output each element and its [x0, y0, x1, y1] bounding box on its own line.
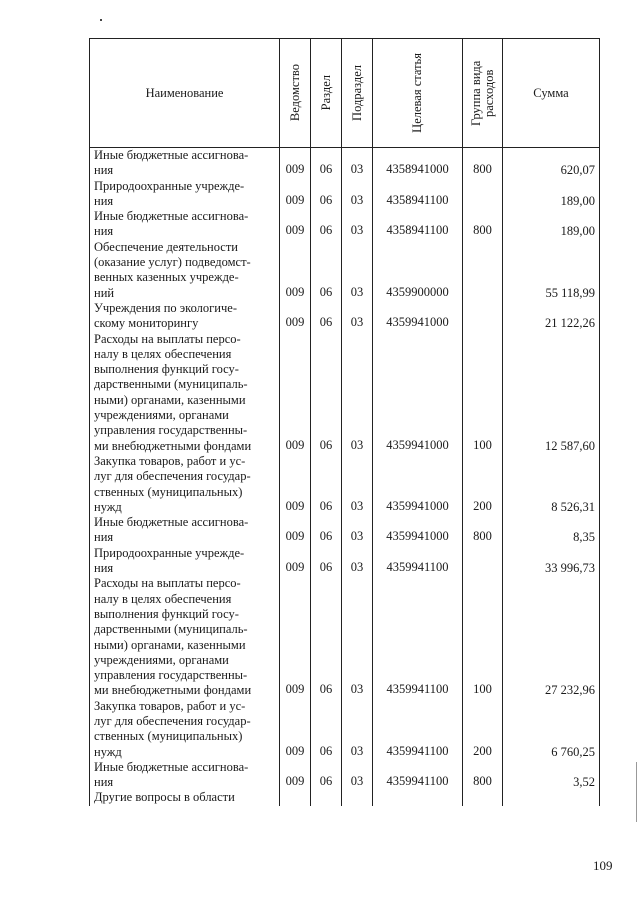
- cell-name: Природоохранные учрежде- ния: [90, 546, 280, 577]
- cell-group: 200: [463, 699, 503, 760]
- cell-dept: 009: [280, 332, 311, 454]
- table-row: [90, 454, 600, 515]
- cell-sum: 189,00: [503, 209, 600, 240]
- cell-target: 4358941100: [373, 209, 463, 240]
- cell-target: 4359941100: [373, 699, 463, 760]
- cell-subsection: 03: [342, 576, 373, 698]
- header-sum: Сумма: [503, 39, 600, 148]
- cell-dept: 009: [280, 760, 311, 791]
- cell-target: 4359941000: [373, 515, 463, 546]
- page-number: 109: [593, 858, 613, 873]
- cell-section: [311, 790, 342, 805]
- cell-subsection: 03: [342, 332, 373, 454]
- cell-sum: 33 996,73: [503, 546, 600, 577]
- header-subsection: Подраздел: [342, 39, 373, 148]
- table-row: [90, 546, 600, 577]
- cell-name: Расходы на выплаты персо- налу в целях обеспечения выполнения функций госу- дарственными (муниципаль- ными) органами, казенными учреждениями, органами управления государственны- ми внебюджетными фондами: [90, 576, 280, 698]
- cell-group: [463, 240, 503, 301]
- cell-section: 06: [311, 515, 342, 546]
- header-section: Раздел: [311, 39, 342, 148]
- cell-name: Иные бюджетные ассигнова- ния: [90, 148, 280, 179]
- table-row: [90, 515, 600, 546]
- cell-group: [463, 790, 503, 805]
- cell-dept: 009: [280, 209, 311, 240]
- cell-sum: 55 118,99: [503, 240, 600, 301]
- cell-dept: 009: [280, 240, 311, 301]
- cell-name: Иные бюджетные ассигнова- ния: [90, 209, 280, 240]
- cell-group: 800: [463, 515, 503, 546]
- cell-sum: [503, 790, 600, 805]
- cell-group: [463, 546, 503, 577]
- cell-name: Учреждения по экологиче- скому мониторингу: [90, 301, 280, 332]
- cell-sum: 3,52: [503, 760, 600, 791]
- cell-section: 06: [311, 760, 342, 791]
- table-header-row: [90, 39, 600, 148]
- cell-dept: 009: [280, 699, 311, 760]
- cell-target: 4359941100: [373, 546, 463, 577]
- cell-section: 06: [311, 546, 342, 577]
- cell-target: 4358941100: [373, 179, 463, 210]
- budget-table: [89, 38, 600, 806]
- cell-subsection: [342, 790, 373, 805]
- cell-section: 06: [311, 699, 342, 760]
- cell-group: 800: [463, 148, 503, 179]
- cell-dept: 009: [280, 454, 311, 515]
- cell-name: Расходы на выплаты персо- налу в целях обеспечения выполнения функций госу- дарственными (муниципаль- ными) органами, казенными учреждениями, органами управления государственны- ми внебюджетными фондами: [90, 332, 280, 454]
- cell-subsection: 03: [342, 148, 373, 179]
- cell-sum: 620,07: [503, 148, 600, 179]
- scan-mark: [636, 762, 637, 822]
- table-row: [90, 148, 600, 179]
- cell-section: 06: [311, 332, 342, 454]
- table-row: [90, 332, 600, 454]
- cell-sum: 8,35: [503, 515, 600, 546]
- cell-dept: 009: [280, 148, 311, 179]
- cell-name: Иные бюджетные ассигнова- ния: [90, 760, 280, 791]
- cell-name: Иные бюджетные ассигнова- ния: [90, 515, 280, 546]
- cell-section: 06: [311, 148, 342, 179]
- cell-target: 4359941000: [373, 332, 463, 454]
- table-row: [90, 209, 600, 240]
- cell-subsection: 03: [342, 209, 373, 240]
- cell-section: 06: [311, 301, 342, 332]
- table-row: [90, 179, 600, 210]
- cell-subsection: 03: [342, 454, 373, 515]
- cell-dept: 009: [280, 546, 311, 577]
- cell-target: 4359900000: [373, 240, 463, 301]
- cell-name: Природоохранные учрежде- ния: [90, 179, 280, 210]
- table-row: [90, 240, 600, 301]
- cell-name: Обеспечение деятельности (оказание услуг) подведомст- венных казенных учрежде- ний: [90, 240, 280, 301]
- cell-group: [463, 179, 503, 210]
- cell-sum: 6 760,25: [503, 699, 600, 760]
- cell-sum: 27 232,96: [503, 576, 600, 698]
- cell-target: 4358941000: [373, 148, 463, 179]
- cell-dept: 009: [280, 515, 311, 546]
- cell-dept: 009: [280, 179, 311, 210]
- table-row: [90, 576, 600, 698]
- cell-group: 100: [463, 576, 503, 698]
- cell-target: 4359941000: [373, 301, 463, 332]
- cell-subsection: 03: [342, 699, 373, 760]
- cell-section: 06: [311, 454, 342, 515]
- cell-dept: 009: [280, 301, 311, 332]
- cell-dept: [280, 790, 311, 805]
- header-name: Наименование: [90, 39, 280, 148]
- cell-section: 06: [311, 576, 342, 698]
- cell-dept: 009: [280, 576, 311, 698]
- cell-target: [373, 790, 463, 805]
- table-row: [90, 760, 600, 791]
- cell-group: 800: [463, 209, 503, 240]
- header-dept: Ведомство: [280, 39, 311, 148]
- cell-group: 100: [463, 332, 503, 454]
- cell-subsection: 03: [342, 240, 373, 301]
- cell-subsection: 03: [342, 515, 373, 546]
- cell-sum: 8 526,31: [503, 454, 600, 515]
- cell-subsection: 03: [342, 760, 373, 791]
- cell-target: 4359941000: [373, 454, 463, 515]
- table-row: [90, 301, 600, 332]
- cell-subsection: 03: [342, 179, 373, 210]
- table-row: [90, 790, 600, 805]
- cell-target: 4359941100: [373, 760, 463, 791]
- cell-subsection: 03: [342, 301, 373, 332]
- cell-sum: 12 587,60: [503, 332, 600, 454]
- cell-group: 200: [463, 454, 503, 515]
- cell-sum: 189,00: [503, 179, 600, 210]
- table-row: [90, 699, 600, 760]
- cell-section: 06: [311, 209, 342, 240]
- cell-group: [463, 301, 503, 332]
- cell-name: Закупка товаров, работ и ус- луг для обеспечения государ- ственных (муниципальных) нужд: [90, 454, 280, 515]
- cell-section: 06: [311, 240, 342, 301]
- cell-name: Закупка товаров, работ и ус- луг для обеспечения государ- ственных (муниципальных) нужд: [90, 699, 280, 760]
- cell-group: 800: [463, 760, 503, 791]
- header-target: Целевая статья: [373, 39, 463, 148]
- cell-subsection: 03: [342, 546, 373, 577]
- cell-name: Другие вопросы в области: [90, 790, 280, 805]
- header-group: Группа вида расходов: [463, 39, 503, 148]
- cell-section: 06: [311, 179, 342, 210]
- cell-sum: 21 122,26: [503, 301, 600, 332]
- cell-target: 4359941100: [373, 576, 463, 698]
- scan-mark: [100, 19, 102, 21]
